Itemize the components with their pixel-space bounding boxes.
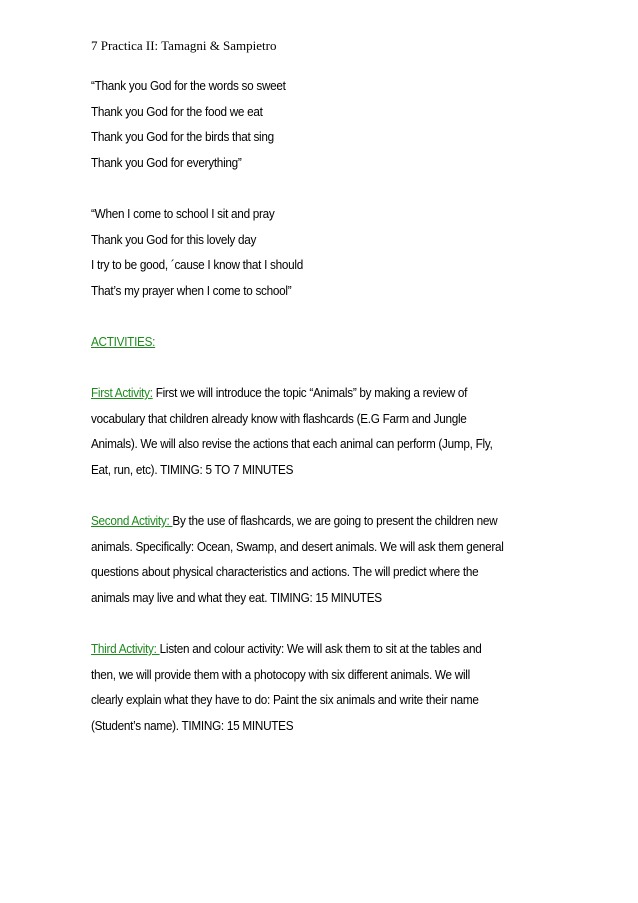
- activity-first: [91, 381, 533, 483]
- activities-heading: ACTIVITIES:: [91, 334, 156, 349]
- activity-text: vocabulary that children already know with flashcards (E.G Farm and Jungle: [91, 411, 467, 426]
- prayer-line: Thank you God for everything”: [91, 155, 242, 170]
- document-body: [91, 74, 533, 739]
- activity-text: animals may live and what they eat. TIMING: 15 MINUTES: [91, 590, 382, 605]
- activity-text: Animals). We will also revise the actions that each animal can perform (Jump, Fly,: [91, 437, 493, 452]
- activity-text: By the use of flashcards, we are going to present the children new: [172, 514, 498, 529]
- page-header: 7 Practica II: Tamagni & Sampietro: [91, 38, 277, 53]
- activity-label: First Activity:: [91, 386, 153, 401]
- activity-label: Third Activity:: [91, 642, 160, 657]
- prayer-line: Thank you God for this lovely day: [91, 232, 257, 247]
- activity-text: clearly explain what they have to do: Paint the six animals and write their name: [91, 693, 479, 708]
- activity-text: then, we will provide them with a photocopy with six different animals. We will: [91, 667, 470, 682]
- prayer-line: I try to be good, ´cause I know that I should: [91, 258, 303, 273]
- activity-text: First we will introduce the topic “Animals” by making a review of: [152, 386, 468, 401]
- activity-text: questions about physical characteristics and actions. The will predict where the: [91, 565, 479, 580]
- prayer-line: That’s my prayer when I come to school”: [91, 283, 292, 298]
- prayer-block-1: [91, 74, 533, 176]
- prayer-block-2: [91, 202, 533, 304]
- activity-text: animals. Specifically: Ocean, Swamp, and desert animals. We will ask them general: [91, 539, 504, 554]
- activity-third: [91, 637, 533, 739]
- prayer-line: Thank you God for the birds that sing: [91, 130, 274, 145]
- activity-text: Listen and colour activity: We will ask them to sit at the tables and: [159, 642, 482, 657]
- activity-second: [91, 509, 533, 611]
- prayer-line: Thank you God for the food we eat: [91, 104, 263, 119]
- activity-label: Second Activity:: [91, 514, 173, 529]
- prayer-line: “When I come to school I sit and pray: [91, 206, 275, 221]
- prayer-line: “Thank you God for the words so sweet: [91, 79, 286, 93]
- activity-text: Eat, run, etc). TIMING: 5 TO 7 MINUTES: [91, 462, 294, 477]
- activity-text: (Student’s name). TIMING: 15 MINUTES: [91, 718, 294, 733]
